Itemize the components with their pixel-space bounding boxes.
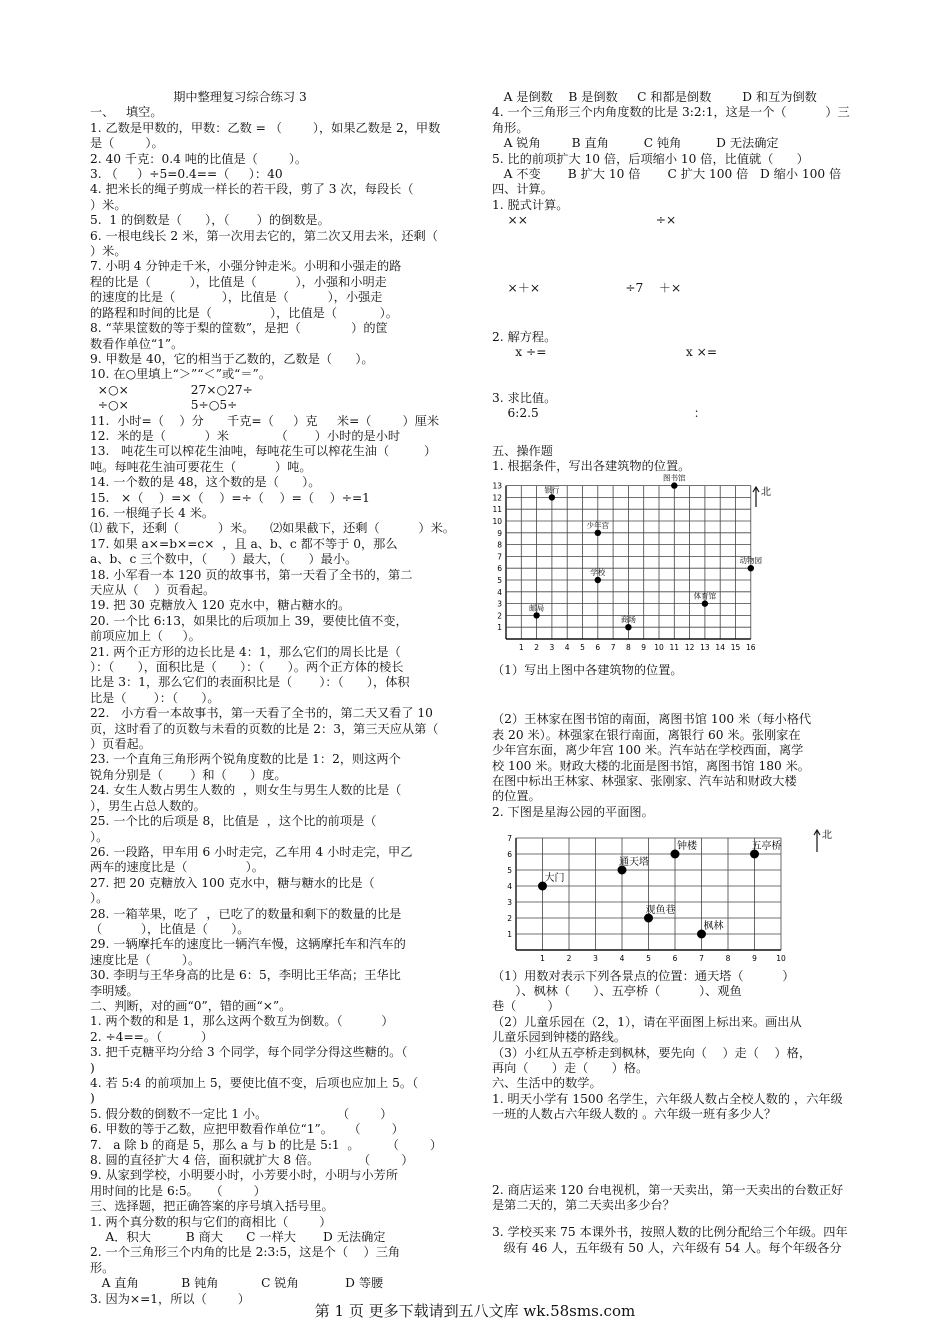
right-top-line: A 不变 B 扩大 10 倍 C 扩大 100 倍 D 缩小 100 倍 [492,167,842,182]
life-question-3-line: 3. 学校买来 75 本课外书，按照人数的比例分配给三个年级。四年 [492,1225,848,1240]
left-line: 李明矮。 [90,983,139,998]
right-top-line: 5. 比的前项扩大 10 倍，后项缩小 10 倍，比值就（ ） [492,151,809,166]
left-line: ）米。 [90,197,127,212]
park-question-line: 1. 明天小学有 1500 名学生，六年级人数占全校人数的 ，六年级 [492,1091,843,1106]
grid-question-2-block [492,712,867,820]
left-line: 16. 一根绳子长 4 米。 [90,505,215,520]
left-line: （ ），比值是（ ）。 [90,921,250,936]
left-line: 吨。每吨花生油可要花生（ ）吨。 [90,459,312,474]
grid-question-2-line: 表 20 米）。林强家在银行南面，离银行 60 米。张刚家在 [492,727,801,742]
operation-question-1: 1. 根据条件，写出各建筑物的位置。 [492,459,691,474]
left-line: 10. 在○里填上“＞”“＜”或“＝”。 [90,367,271,382]
grid-question-2-line: 2. 下图是星海公园的平面图。 [492,804,654,819]
park-question-line: 再向（ ）走（ ）格。 [492,1061,649,1075]
left-line: 7. a 除 b 的商是 5，那么 a 与 b 的比是 5:1 。 （ ） [90,1137,443,1152]
y-tick-label: 2 [507,914,512,924]
y-tick-label: 8 [497,540,502,550]
left-line: 6. 一根电线长 2 米，第一次用去它的，第二次又用去米，还剩（ [90,228,438,243]
y-tick-label: 5 [507,866,512,876]
right-top-line: A 锐角 B 直角 C 钝角 D 无法确定 [492,136,779,151]
y-tick-label: 1 [497,622,502,632]
right-top-line: A 是倒数 B 是倒数 C 和都是倒数 D 和互为倒数 [492,90,817,104]
left-line: 的速度的比是（ ），比值是（ ），小强走 [90,290,383,305]
x-tick-label: 12 [684,642,695,652]
point-label: 学校 [590,567,606,577]
x-tick-label: 2 [566,954,572,964]
point-label: 钟楼 [677,841,697,853]
y-tick-label: 1 [507,930,512,940]
x-tick-label: 6 [672,954,678,964]
right-top-line: ×× ÷× [492,213,677,228]
y-tick-label: 7 [497,551,502,561]
building-grid-svg [492,473,771,657]
park-grid [492,822,867,966]
point-label: 少年宫 [586,520,610,530]
left-line: ），男生占总人数的。 [90,798,206,813]
life-question-2-line: 2. 商店运来 120 台电视机，第一天卖出，第一天卖出的台数正好 [492,1182,844,1197]
left-line: ÷○× 5÷○5÷ [90,398,238,413]
left-line: 12. 米的是（ ）米 （ ）小时的是小时 [90,428,401,443]
grid-question-2-line: 在图中标出王林家、林强家、张刚家、汽车站和财政大楼 [492,773,797,788]
left-line: 29. 一辆摩托车的速度比一辆汽车慢，这辆摩托车和汽车的 [90,937,406,952]
x-tick-label: 15 [730,642,741,652]
left-line: 三、选择题，把正确答案的序号填入括号里。 [90,1199,334,1214]
x-tick-label: 16 [746,642,756,652]
left-line: 4. 若 5:4 的前项加上 5，要使比值不变，后项也应加上 5。（ [90,1076,419,1090]
left-line: 5. 假分数的倒数不一定比 1 小。 （ ） [90,1106,393,1121]
x-tick-label: 3 [593,954,598,964]
left-line: 前项应加上（ ）。 [90,629,201,644]
left-line: ) [90,1060,95,1075]
point-marker [625,624,631,630]
right-top-line: 1. 脱式计算。 [492,197,569,212]
left-line: 二、判断，对的画“0”，错的画“×”。 [90,998,292,1013]
grid-question-2-line: 校 100 米。财政大楼的北面是图书馆，离图书馆 180 米。 [492,758,810,773]
left-line: 1. 两个数的和是 1，那么这两个数互为倒数。（ ） [90,1014,394,1029]
left-line: 数看作单位“1”。 [90,336,184,351]
y-tick-label: 3 [497,599,502,609]
point-label: 大门 [544,873,565,885]
left-line: 速度比是（ ）。 [90,952,201,967]
park-questions-block [492,969,867,1123]
x-tick-label: 1 [518,642,524,652]
left-line: ）米。 [90,244,127,259]
x-tick-label: 4 [619,954,625,964]
x-tick-label: 5 [580,642,585,652]
left-line: 15. ×（ ）=×（ ）=÷（ ）=（ ）÷=1 [90,490,370,505]
left-line: 3. 因为×=1，所以（ ） [90,1291,250,1306]
x-tick-label: 9 [752,954,757,964]
left-line: 1. 乙数是甲数的，甲数：乙数 = （ ），如果乙数是 2，甲数 [90,120,441,135]
left-line: 21. 两个正方形的边长比是 4：1，那么它们的周长比是（ [90,644,401,659]
left-line: 是（ ）。 [90,136,164,151]
left-line: 的路程和时间的比是（ ），比值是（ ）。 [90,305,398,320]
point-label: 五亭桥 [751,841,782,853]
grid-question-1: （1）写出上图中各建筑物的位置。 [492,662,683,677]
y-tick-label: 3 [507,898,512,908]
left-line: 30. 李明与王华身高的比是 6：5，李明比王华高；王华比 [90,968,401,983]
left-line: 5. 1 的倒数是（ ），（ ）的倒数是。 [90,213,330,228]
life-question-3-line: 级有 46 人，五年级有 50 人，六年级有 54 人。每个年级各分 [492,1240,842,1255]
operation-heading: 五、操作题 [492,443,553,458]
x-tick-label: 5 [646,954,651,964]
left-line: 13. 吨花生可以榨花生油吨，每吨花生可以榨花生油（ ） [90,444,437,459]
x-tick-label: 11 [669,642,680,652]
left-line: 9. 从家到学校，小明要小时，小芳要小时，小明与小芳所 [90,1168,399,1183]
building-grid [492,473,867,661]
page-footer: 第 1 页 更多下载请到五八文库 wk.58sms.com [314,1302,636,1320]
left-line: 1. 两个真分数的积与它们的商相比（ ） [90,1214,332,1229]
left-line: 锐角分别是（ ）和（ ）度。 [90,767,287,782]
left-line: 天应从（ ）页看起。 [90,583,216,597]
y-tick-label: 4 [507,882,512,892]
left-line: ）：（ ），面积比是（ ）：（ ）。两个正方体的棱长 [90,660,404,675]
point-label: 观鱼巷 [645,905,676,917]
left-line: 6. 甲数的等于乙数，应把甲数看作单位“1”。 （ ） [90,1122,404,1137]
point-label: 商场 [620,614,636,624]
left-line: 期中整理复习综合练习 3 [173,90,307,104]
left-line: 形。 [90,1260,115,1275]
point-marker [595,576,601,582]
park-question-line: ）、枫林（ ）、五亭桥（ ）、观鱼 [492,983,742,998]
x-tick-label: 8 [626,642,631,652]
left-line: ）。 [90,891,109,906]
x-tick-label: 6 [595,642,601,652]
park-question-line: （3）小红从五亭桥走到枫林，要先向（ ）走（ ）格， [492,1045,812,1060]
left-line: ) [90,1091,95,1106]
left-line: 19. 把 30 克糖放入 120 克水中，糖占糖水的。 [90,598,351,613]
point-marker [549,494,555,500]
park-question-line: 六、生活中的数学。 [492,1076,602,1091]
point-label: 银行 [544,484,560,494]
x-tick-label: 10 [654,642,664,652]
y-tick-label: 7 [507,834,512,844]
y-tick-label: 2 [497,610,502,620]
left-line: 2. 一个三角形三个内角的比是 2:3:5，这是个（ ）三角 [90,1245,401,1260]
ratio-line: 6:2.5 ： [492,406,706,421]
north-label: 北 [822,830,832,842]
left-line: ）。 [90,829,109,844]
x-tick-label: 2 [534,642,539,652]
ratio-heading: 3. 求比值。 [492,390,557,405]
life-question-2-block [492,1183,867,1214]
left-line: 3. 把千克糖平均分给 3 个同学，每个同学分得这些糖的。（ [90,1045,408,1060]
park-question-line: （1）用数对表示下列各景点的位置：通天塔（ ） [492,968,795,983]
x-tick-label: 14 [715,642,725,652]
left-line: 一、 填空。 [90,105,163,120]
park-question-line: （2）儿童乐园在（2，1），请在平面图上标出来。画出从 [492,1014,802,1029]
left-line: 14. 一个数的是 48，这个数的是（ ）。 [90,475,321,490]
left-line: 26. 一段路，甲车用 6 小时走完，乙车用 4 小时走完，甲乙 [90,844,413,859]
left-line: 页，这时看了的页数与未看的页数的比是 2：3，第三天应从第（ [90,721,439,736]
left-line: 2. ÷4==。（ ） [90,1029,214,1044]
y-tick-label: 13 [492,481,502,491]
x-tick-label: 10 [776,954,786,964]
life-question-3-block [492,1225,867,1256]
left-line: 17. 如果 a×=b×=c× ，且 a、b、c 都不等于 0，那么 [90,536,398,551]
point-label: 图书馆 [663,473,686,483]
x-tick-label: 9 [641,642,647,652]
left-line: ×○× 27×○27÷ [90,382,253,397]
point-label: 体育馆 [693,591,717,601]
calc-line-2: ×＋× ÷7 ＋× [492,280,682,295]
left-line: 27. 把 20 克糖放入 100 克水中，糖与糖水的比是（ [90,875,375,890]
right-column [492,90,867,1256]
x-tick-label: 7 [610,642,616,652]
y-tick-label: 6 [497,563,502,573]
y-tick-label: 9 [497,528,502,538]
left-line: 9. 甲数是 40，它的相当于乙数的，乙数是（ ）。 [90,351,374,366]
left-line: 7. 小明 4 分钟走千米，小强分钟走米。小明和小强走的路 [90,259,402,274]
point-marker [748,565,754,571]
left-line: 程的比是（ ），比值是（ ），小强和小明走 [90,274,387,289]
point-label: 枫林 [703,921,724,933]
left-line: 两车的速度比是（ ）。 [90,860,264,875]
x-tick-label: 7 [699,954,704,964]
park-question-line: 一班的人数占六年级人数的 。六年级一班有多少人？ [492,1107,777,1122]
y-tick-label: 6 [507,850,512,860]
left-line: A．积大 B 商大 C 一样大 D 无法确定 [90,1230,386,1245]
left-line: 2. 40 千克：0.4 吨的比值是（ ）。 [90,151,308,166]
x-tick-label: 3 [549,642,555,652]
x-tick-label: 1 [540,954,545,964]
y-tick-label: 11 [492,504,502,514]
equation-heading: 2. 解方程。 [492,330,557,345]
point-marker [702,600,708,606]
y-tick-label: 4 [497,587,502,597]
left-line: 3. （ ）÷5=0.4==（ ）：40 [90,167,283,182]
right-top-line: 4. 一个三角形三个内角度数的比是 3:2:1，这是一个（ ）三 [492,105,850,120]
choice-and-calc-block [492,90,867,229]
left-line: 4. 把米长的绳子剪成一样长的若干段，剪了 3 次，每段长（ [90,182,414,197]
point-marker [533,612,539,618]
point-label: 通天塔 [619,857,649,869]
x-tick-label: 8 [725,954,731,964]
left-line: A 直角 B 钝角 C 锐角 D 等腰 [90,1276,384,1291]
left-line: 11. 小时=（ ）分 千克=（ ）克 米=（ ）厘米 [90,413,440,428]
left-line: 28. 一箱苹果，吃了 ，已吃了的数量和剩下的数量的比是 [90,906,402,921]
left-column [90,90,460,1307]
left-line: ⑴ 截下，还剩（ ）米。 ⑵如果截下，还剩（ ）米。 [90,521,455,536]
equation-line: x ÷= x ×= [492,345,718,360]
life-question-2-line: 是第二天的，第二天卖出多少台？ [492,1198,675,1213]
left-line: 22. 小方看一本故事书，第一天看了全书的，第二天又看了 10 [90,706,433,721]
grid-question-2-line: 少年宫东面，离少年宫 100 米。汽车站在学校西面，离学 [492,743,804,758]
right-top-line: 角形。 [492,120,529,135]
grid-question-2-line: 的位置。 [492,789,541,804]
left-line: 25. 一个比的后项是 8，比值是 ，这个比的前项是（ [90,814,377,829]
park-question-line: 巷（ ） [492,999,560,1014]
north-label: 北 [761,486,771,498]
left-line: 23. 一个直角三角形两个锐角度数的比是 1：2，则这两个 [90,752,401,767]
right-top-line: 四、计算。 [492,182,553,197]
grid-question-2-line: （2）王林家在图书馆的南面，离图书馆 100 米（每小格代 [492,712,812,727]
left-line: 用时间的比是 6:5。 （ ） [90,1183,266,1198]
point-marker [595,529,601,535]
left-line: a、b、c 三个数中，（ ）最大，（ ）最小。 [90,552,358,567]
x-tick-label: 4 [564,642,570,652]
y-tick-label: 10 [492,516,502,526]
left-line: 18. 小军看一本 120 页的故事书，第一天看了全书的，第二 [90,567,413,582]
point-marker [671,482,677,488]
point-label: 邮局 [529,602,545,612]
left-line: ）页看起。 [90,737,151,752]
park-grid-svg [492,822,832,962]
left-line: 比是 3：1，那么它们的表面积比是（ ）：（ ），体积 [90,675,410,690]
left-line: 20. 一个比 6:13，如果比的后项加上 39，要使比值不变， [90,613,408,628]
y-tick-label: 5 [497,575,502,585]
park-question-line: 儿童乐园到钟楼的路线。 [492,1030,627,1045]
left-line: 比是（ ）：（ ）。 [90,690,220,705]
point-label: 动物园 [739,555,763,565]
left-line: 24. 女生人数占男生人数的 ，则女生与男生人数的比是（ [90,783,402,798]
x-tick-label: 13 [700,642,710,652]
left-line: 8. 圆的直径扩大 4 倍，面积就扩大 8 倍。 （ ） [90,1153,414,1168]
left-line: 8. “苹果筐数的等于梨的筐数”，是把（ ）的筐 [90,321,388,336]
y-tick-label: 12 [492,492,502,502]
